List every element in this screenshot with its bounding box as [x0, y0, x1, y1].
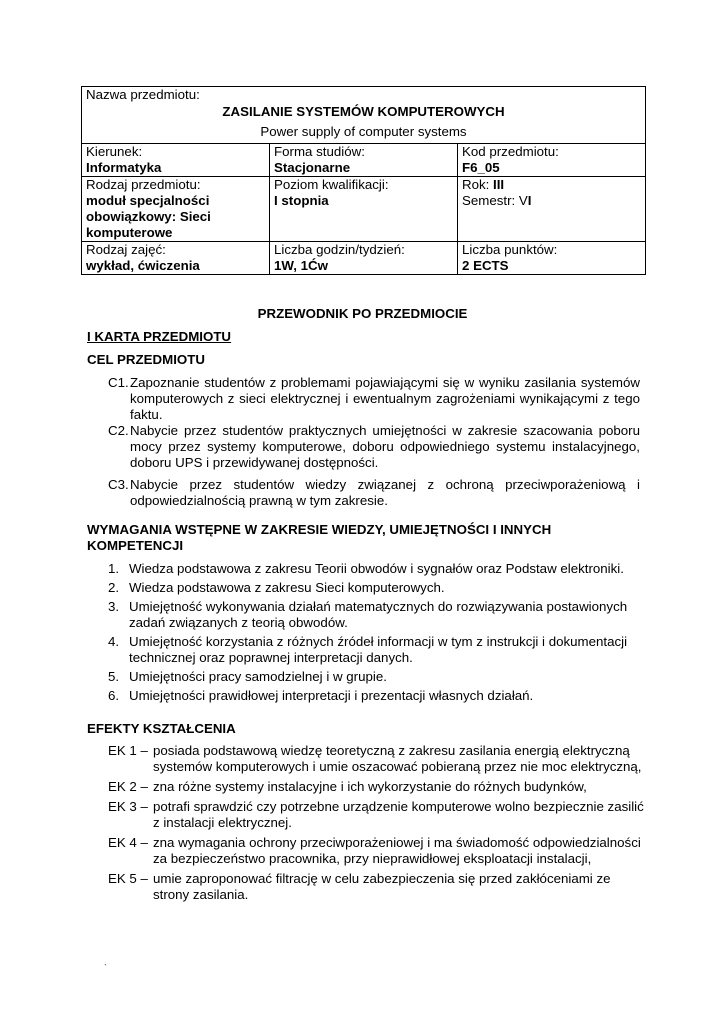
rok-value: III [493, 177, 505, 192]
cel-item [108, 477, 640, 509]
poziom-value: I stopnia [274, 193, 329, 208]
footer-mark: ` [104, 963, 107, 973]
efekty-item-text: zna różne systemy instalacyjne i ich wykorzystanie do różnych budynków, [153, 779, 587, 794]
efekty-item-num: EK 1 – [108, 743, 148, 758]
godziny-cell [270, 242, 458, 275]
efekty-item-num: EK 2 – [108, 779, 148, 794]
poziom-cell [270, 177, 458, 242]
semestr-value-prefix: V [518, 193, 528, 208]
wymagania-item-num: 1. [108, 561, 120, 576]
rodzaj-cell [82, 177, 270, 242]
efekty-title: EFEKTY KSZTAŁCENIA [87, 721, 236, 736]
efekty-list [108, 743, 644, 903]
wymagania-item [108, 561, 648, 577]
wymagania-item-text: Umiejętność korzystania z różnych źródeł informacji w tym z instrukcji i dokumentacji technicznej oraz poprawnej interpretacji danych. [129, 634, 628, 665]
cel-item [108, 375, 640, 423]
punkty-label: Liczba punktów: [462, 242, 558, 257]
rodzaj-value: moduł specjalności obowiązkowy: Sieci komputerowe [86, 193, 211, 240]
wymagania-item [108, 634, 648, 666]
cel-item-text: Nabycie przez studentów wiedzy związanej z ochroną przeciwporażeniową i odpowiedzialnością prawną w tym zakresie. [130, 477, 640, 508]
cel-item-text: Zapoznanie studentów z problemami pojawiającymi się w wyniku zasilania systemów komputerowych z sieci elektrycznej i ewentualnym zagrożeniami wynikającymi z tego faktu. [130, 375, 640, 422]
efekty-item [108, 743, 644, 775]
cel-item [108, 423, 640, 471]
efekty-item-text: potrafi sprawdzić czy potrzebne urządzenie komputerowe wolno bezpiecznie zasilić z instalacji elektrycznej. [153, 799, 644, 830]
efekty-item [108, 835, 644, 867]
kierunek-label: Kierunek: [86, 144, 143, 159]
forma-value: Stacjonarne [274, 160, 351, 175]
course-name-pl: ZASILANIE SYSTEMÓW KOMPUTEROWYCH [222, 104, 505, 119]
forma-label: Forma studiów: [274, 144, 365, 159]
godziny-value: 1W, 1Ćw [274, 258, 328, 273]
course-name-en: Power supply of computer systems [260, 124, 467, 139]
rodzaj-label: Rodzaj przedmiotu: [86, 177, 201, 192]
punkty-value: 2 ECTS [462, 258, 509, 273]
wymagania-item [108, 580, 648, 596]
cel-item-num: C2. [108, 423, 129, 438]
cel-item-text: Nabycie przez studentów praktycznych umiejętności w zakresie szacowania poboru mocy przez systemy komputerowe, doboru odpowiedniego systemu instalacyjnego, doboru UPS i przewidywanej dostępności. [130, 423, 640, 470]
cel-item-num: C1. [108, 375, 129, 390]
efekty-item-text: posiada podstawową wiedzę teoretyczną z zakresu zasilania energią elektryczną systemów komputerowych i umie oszacować pobieraną przez nie moc elektryczną, [153, 743, 642, 774]
wymagania-title-line1: WYMAGANIA WSTĘPNE W ZAKRESIE WIEDZY, UMIEJĘTNOŚCI I INNYCH [87, 522, 552, 537]
wymagania-item-text: Wiedza podstawowa z zakresu Teorii obwodów i sygnałów oraz Podstaw elektroniki. [129, 561, 624, 576]
forma-cell [270, 144, 458, 177]
kierunek-cell [82, 144, 270, 177]
course-name-label: Nazwa przedmiotu: [86, 87, 200, 102]
efekty-item-num: EK 3 – [108, 799, 148, 814]
wymagania-title-line2: KOMPETENCJI [87, 538, 184, 553]
wymagania-title [87, 522, 551, 554]
wymagania-item-num: 2. [108, 580, 120, 595]
kod-label: Kod przedmiotu: [462, 144, 559, 159]
zajecia-cell [82, 242, 270, 275]
course-name-cell [82, 87, 646, 144]
wymagania-item-num: 5. [108, 669, 120, 684]
karta-title: I KARTA PRZEDMIOTU [87, 329, 232, 344]
semestr-value-bold: I [527, 193, 532, 208]
zajecia-label: Rodzaj zajęć: [86, 242, 166, 257]
cel-list [108, 375, 640, 509]
course-info-table [81, 86, 646, 275]
wymagania-item-num: 4. [108, 634, 120, 649]
wymagania-item-text: Umiejętności prawidłowej interpretacji i prezentacji własnych działań. [129, 688, 534, 703]
wymagania-item-num: 3. [108, 599, 120, 614]
kierunek-value: Informatyka [86, 160, 162, 175]
guide-title: PRZEWODNIK PO PRZEDMIOCIE [257, 306, 468, 321]
efekty-item [108, 871, 644, 903]
semestr-line [462, 193, 641, 209]
efekty-item [108, 799, 644, 831]
semestr-label: Semestr: [462, 193, 516, 208]
rok-line [462, 177, 641, 193]
efekty-item [108, 779, 644, 795]
wymagania-item-text: Umiejętności pracy samodzielnej i w grupie. [129, 669, 387, 684]
efekty-item-num: EK 4 – [108, 835, 148, 850]
wymagania-item-num: 6. [108, 688, 120, 703]
wymagania-item [108, 669, 648, 685]
poziom-label: Poziom kwalifikacji: [274, 177, 389, 192]
wymagania-item [108, 688, 648, 704]
cel-title: CEL PRZEDMIOTU [87, 352, 205, 367]
efekty-item-text: zna wymagania ochrony przeciwporażeniowej i ma świadomość odpowiedzialności za bezpieczeństwo pracownika, przy nieprawidłowej eksploatacji instalacji, [153, 835, 641, 866]
wymagania-item-text: Umiejętność wykonywania działań matematycznych do rozwiązywania postawionych zadań związanych z teorią obwodów. [129, 599, 628, 630]
rok-label: Rok: [462, 177, 490, 192]
wymagania-list [108, 561, 648, 704]
rok-semestr-cell [458, 177, 646, 242]
efekty-item-text: umie zaproponować filtrację w celu zabezpieczenia się przed zakłóceniami ze strony zasilania. [153, 871, 611, 902]
wymagania-item-text: Wiedza podstawowa z zakresu Sieci komputerowych. [129, 580, 445, 595]
efekty-item-num: EK 5 – [108, 871, 148, 886]
kod-cell [458, 144, 646, 177]
zajecia-value: wykład, ćwiczenia [86, 258, 200, 273]
cel-item-num: C3. [108, 477, 129, 492]
kod-value: F6_05 [462, 160, 500, 175]
godziny-label: Liczba godzin/tydzień: [274, 242, 405, 257]
wymagania-item [108, 599, 648, 631]
punkty-cell [458, 242, 646, 275]
